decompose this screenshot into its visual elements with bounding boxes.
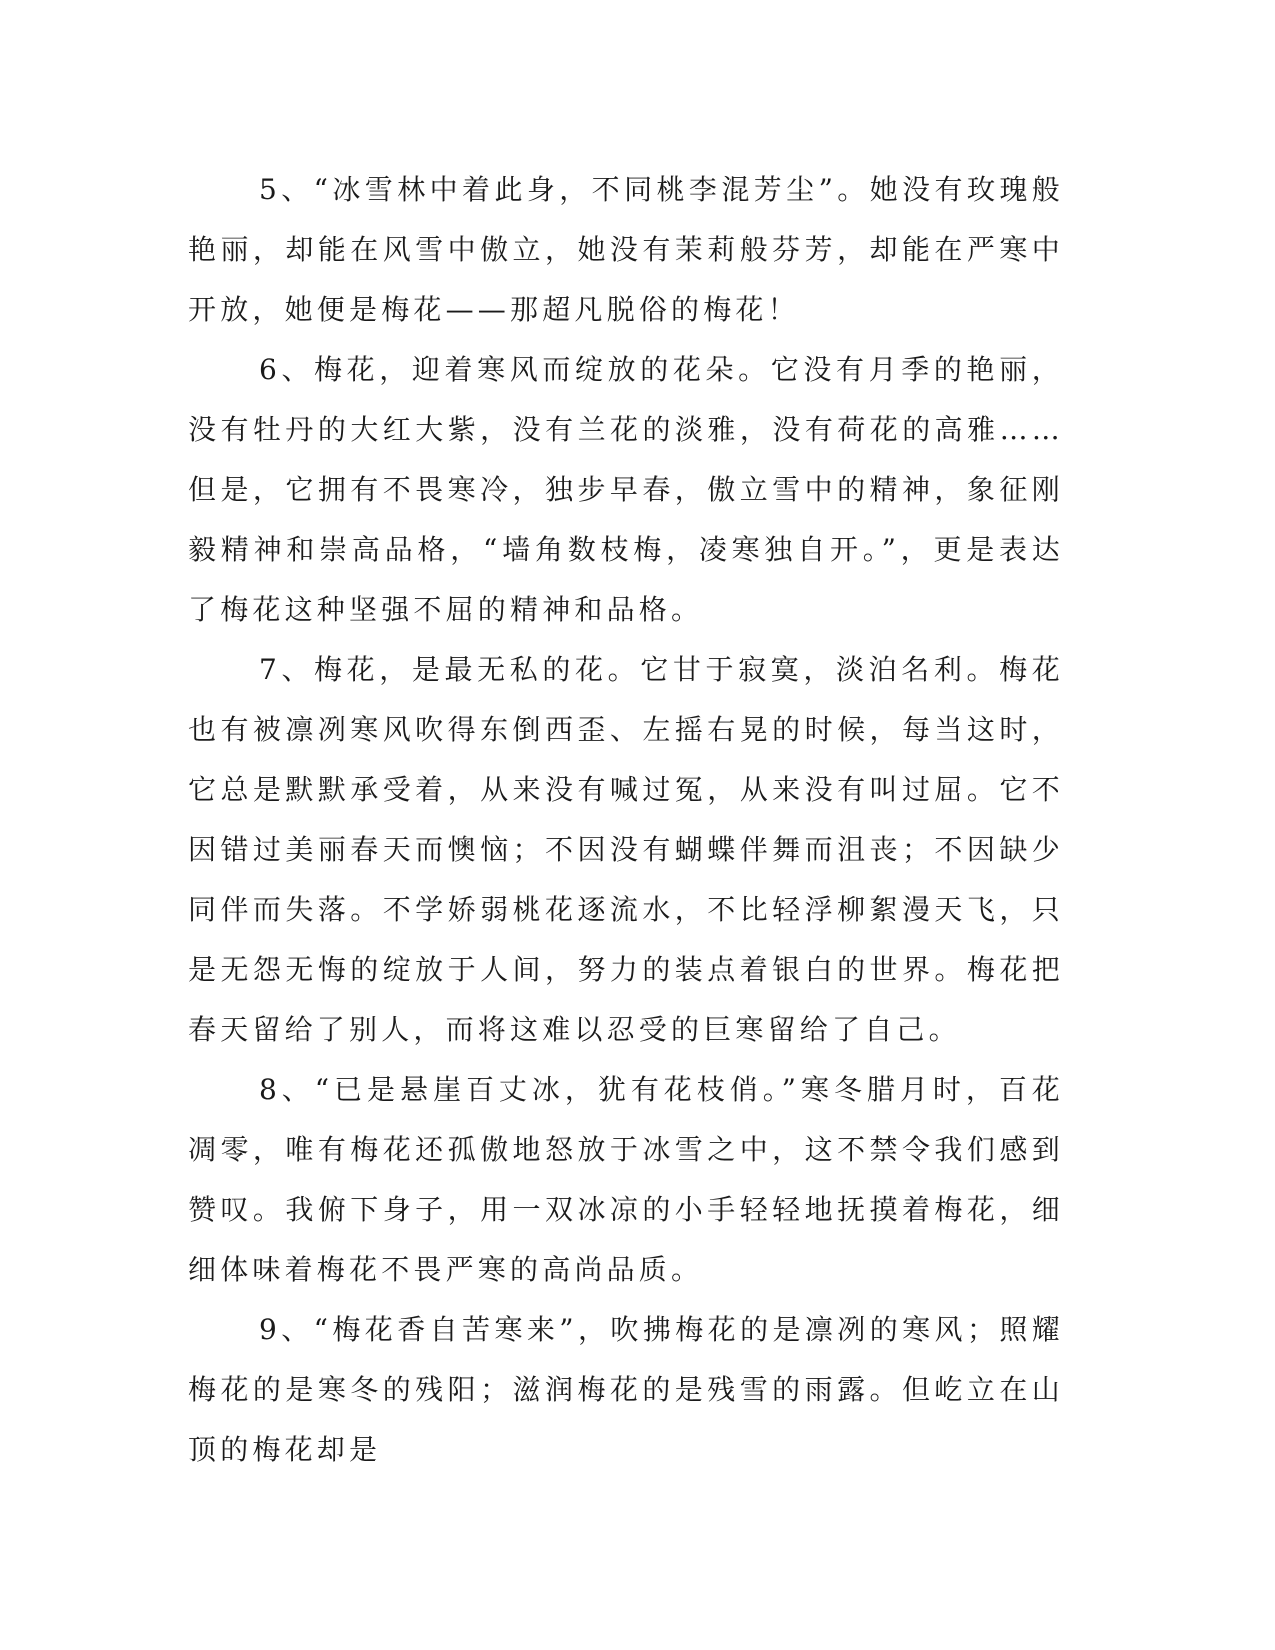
paragraph-6: 6、梅花，迎着寒风而绽放的花朵。它没有月季的艳丽，没有牡丹的大红大紫，没有兰花的淡雅，没有荷花的高雅……但是，它拥有不畏寒冷，独步早春，傲立雪中的精神，象征刚毅精神和崇高品格，“墙角数枝梅，凌寒独自开。”，更是表达了梅花这种坚强不屈的精神和品格。 xyxy=(188,353,1064,626)
paragraph-5: 5、“冰雪林中着此身，不同桃李混芳尘”。她没有玫瑰般艳丽，却能在风雪中傲立，她没有茉莉般芬芳，却能在严寒中开放，她便是梅花——那超凡脱俗的梅花！ xyxy=(188,173,1064,326)
paragraph-9: 9、“梅花香自苦寒来”，吹拂梅花的是凛冽的寒风；照耀梅花的是寒冬的残阳；滋润梅花的是残雪的雨露。但屹立在山顶的梅花却是 xyxy=(188,1313,1064,1466)
document-body xyxy=(188,160,1064,1480)
paragraph-8: 8、“已是悬崖百丈冰，犹有花枝俏。”寒冬腊月时，百花凋零，唯有梅花还孤傲地怒放于冰雪之中，这不禁令我们感到赞叹。我俯下身子，用一双冰凉的小手轻轻地抚摸着梅花，细细体味着梅花不畏严寒的高尚品质。 xyxy=(188,1073,1064,1286)
paragraph-7: 7、梅花，是最无私的花。它甘于寂寞，淡泊名利。梅花也有被凛冽寒风吹得东倒西歪、左摇右晃的时候，每当这时，它总是默默承受着，从来没有喊过冤，从来没有叫过屈。它不因错过美丽春天而懊恼；不因没有蝴蝶伴舞而沮丧；不因缺少同伴而失落。不学娇弱桃花逐流水，不比轻浮柳絮漫天飞，只是无怨无悔的绽放于人间，努力的装点着银白的世界。梅花把春天留给了别人，而将这难以忍受的巨寒留给了自己。 xyxy=(188,653,1064,1046)
